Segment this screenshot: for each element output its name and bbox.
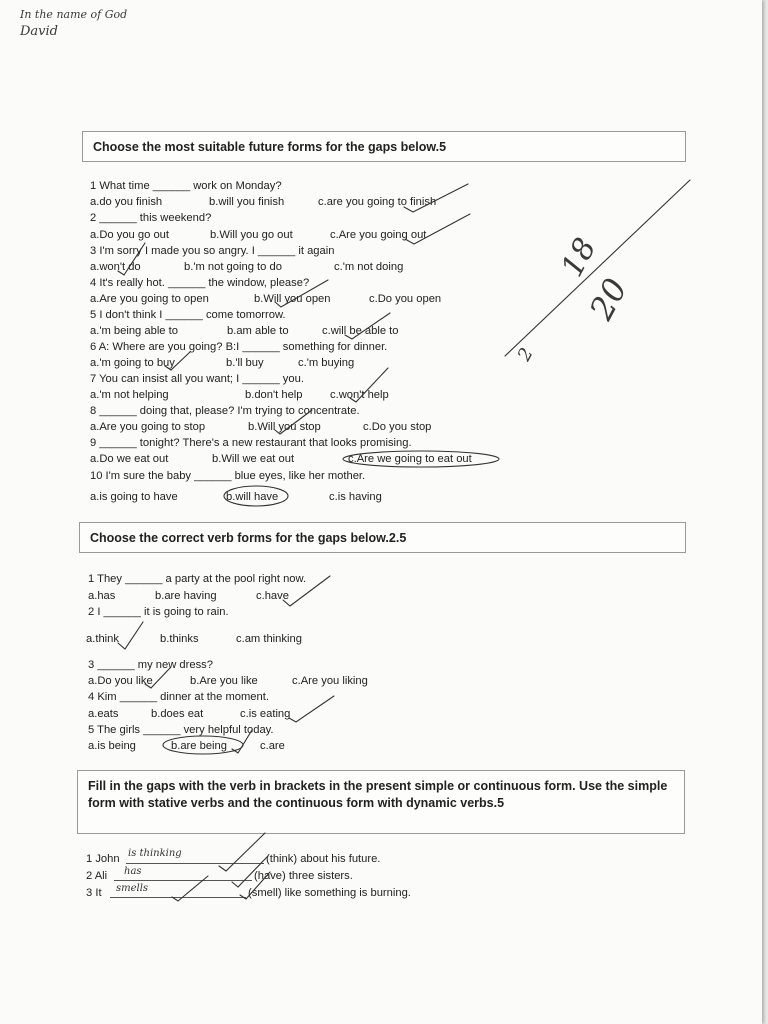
s1-q1-option-b: b.will you finish [209,196,285,208]
s1-q10-option-c: c.is having [329,491,382,503]
s3-item3-answer: smells [116,883,149,894]
s1-q7-option-c: c.won't help [330,389,389,401]
s1-q10-option-b: b.will have [226,491,279,503]
s1-q10-option-a: a.is going to have [90,491,178,503]
s2-q4-option-a: a.eats [88,708,119,720]
s1-q5-option-a: a.'m being able to [90,325,178,337]
s1-q9-option-b: b.Will we eat out [212,453,295,465]
section2-title [79,522,686,553]
s1-q9-option-c: c.Are we going to eat out [348,453,472,465]
handwritten-note: In the name of God [20,8,128,21]
s2-q2-option-a: a.think [86,633,119,645]
s1-q8-stem: 8 ______ doing that, please? I'm trying to concentrate. [90,405,360,417]
section2-title-text: Choose the correct verb forms for the gaps below.2.5 [90,531,407,545]
s2-q1-option-a: a.has [88,590,116,602]
s1-q4-option-b: b.Will you open [254,293,331,305]
s2-q3-option-c: c.Are you liking [292,675,368,687]
s1-q4-option-c: c.Do you open [369,293,442,305]
s1-q4-stem: 4 It's really hot. ______ the window, please? [90,277,310,289]
s3-item2-answer: has [124,866,142,877]
section3-title [77,770,685,834]
s1-q9-stem: 9 ______ tonight? There's a new restaurant that looks promising. [90,437,412,449]
s1-q6-option-a: a.'m going to buy [90,357,175,369]
s1-q8-option-c: c.Do you stop [363,421,432,433]
section3-title-text: Fill in the gaps with the verb in brackets in the present simple or continuous form. Use the simple form with stative verbs and the continuous form with dynamic verbs.5 [88,779,668,810]
tick-s2-q2 [118,622,143,649]
s1-q9-option-a: a.Do we eat out [90,453,169,465]
s2-q1-option-b: b.are having [155,590,217,602]
s1-q5-stem: 5 I don't think I ______ come tomorrow. [90,309,286,321]
s3-item1-answer: is thinking [128,848,182,859]
s2-q1-stem: 1 They ______ a party at the pool right now. [88,573,307,585]
score-18: 18 [554,232,604,283]
s1-q10-stem: 10 I'm sure the baby ______ blue eyes, like her mother. [90,470,366,482]
s1-q1-option-c: c.are you going to finish [318,196,437,208]
s1-q2-option-b: b.Will you go out [210,229,293,241]
s3-item2-end: (have) three sisters. [254,870,353,882]
s3-item1-end: (think) about his future. [266,853,381,865]
s1-q7-option-a: a.'m not helping [90,389,169,401]
s1-q2-option-a: a.Do you go out [90,229,169,241]
s2-q4-option-b: b.does eat [151,708,204,720]
s1-q6-option-c: c.'m buying [298,357,355,369]
section1-title [82,131,686,162]
s2-q4-stem: 4 Kim ______ dinner at the moment. [88,691,269,703]
s1-q3-option-b: b.'m not going to do [184,261,282,273]
s1-q6-stem: 6 A: Where are you going? B:I ______ something for dinner. [90,341,388,353]
s2-q3-stem: 3 ______ my new dress? [88,659,214,671]
s2-q5-option-a: a.is being [88,740,136,752]
student-name: David [20,24,58,39]
s2-q2-option-c: c.am thinking [236,633,302,645]
s2-q3-option-b: b.Are you like [190,675,258,687]
s1-q3-stem: 3 I'm sorry I made you so angry. I ______ it again [90,245,335,257]
s3-item1-start: 1 John [86,853,120,865]
s3-item3-start: 3 It [86,887,102,899]
score-divider-line [505,180,690,356]
s1-q5-option-c: c.will be able to [322,325,399,337]
s1-q2-stem: 2 ______ this weekend? [90,212,212,224]
s1-q5-option-b: b.am able to [227,325,289,337]
s2-q5-stem: 5 The girls ______ very helpful today. [88,724,274,736]
s1-q7-option-b: b.don't help [245,389,303,401]
s1-q3-option-a: a.won't do [90,261,141,273]
s1-q4-option-a: a.Are you going to open [90,293,209,305]
score-2: 2 [513,344,538,365]
s2-q5-option-c: c.are [260,740,285,752]
tick-s2-q4 [289,696,334,722]
s1-q2-option-c: c.Are you going out [330,229,427,241]
s2-q3-option-a: a.Do you like [88,675,153,687]
s1-q3-option-c: c.'m not doing [334,261,404,273]
s2-q1-option-c: c.have [256,590,289,602]
s3-item3-end: (smell) like something is burning. [248,887,411,899]
s1-q6-option-b: b.'ll buy [226,357,264,369]
s3-item2-start: 2 Ali [86,870,108,882]
score-20: 20 [582,272,635,326]
s1-q8-option-a: a.Are you going to stop [90,421,206,433]
s1-q1-option-a: a.do you finish [90,196,163,208]
s1-q1-stem: 1 What time ______ work on Monday? [90,180,282,192]
s2-q5-option-b: b.are being [171,740,227,752]
s1-q8-option-b: b.Will you stop [248,421,321,433]
s2-q2-stem: 2 I ______ it is going to rain. [88,606,229,618]
s2-q4-option-c: c.is eating [240,708,291,720]
s2-q2-option-b: b.thinks [160,633,199,645]
section1-title-text: Choose the most suitable future forms for the gaps below.5 [93,140,447,154]
s1-q7-stem: 7 You can insist all you want; I ______ you. [90,373,304,385]
